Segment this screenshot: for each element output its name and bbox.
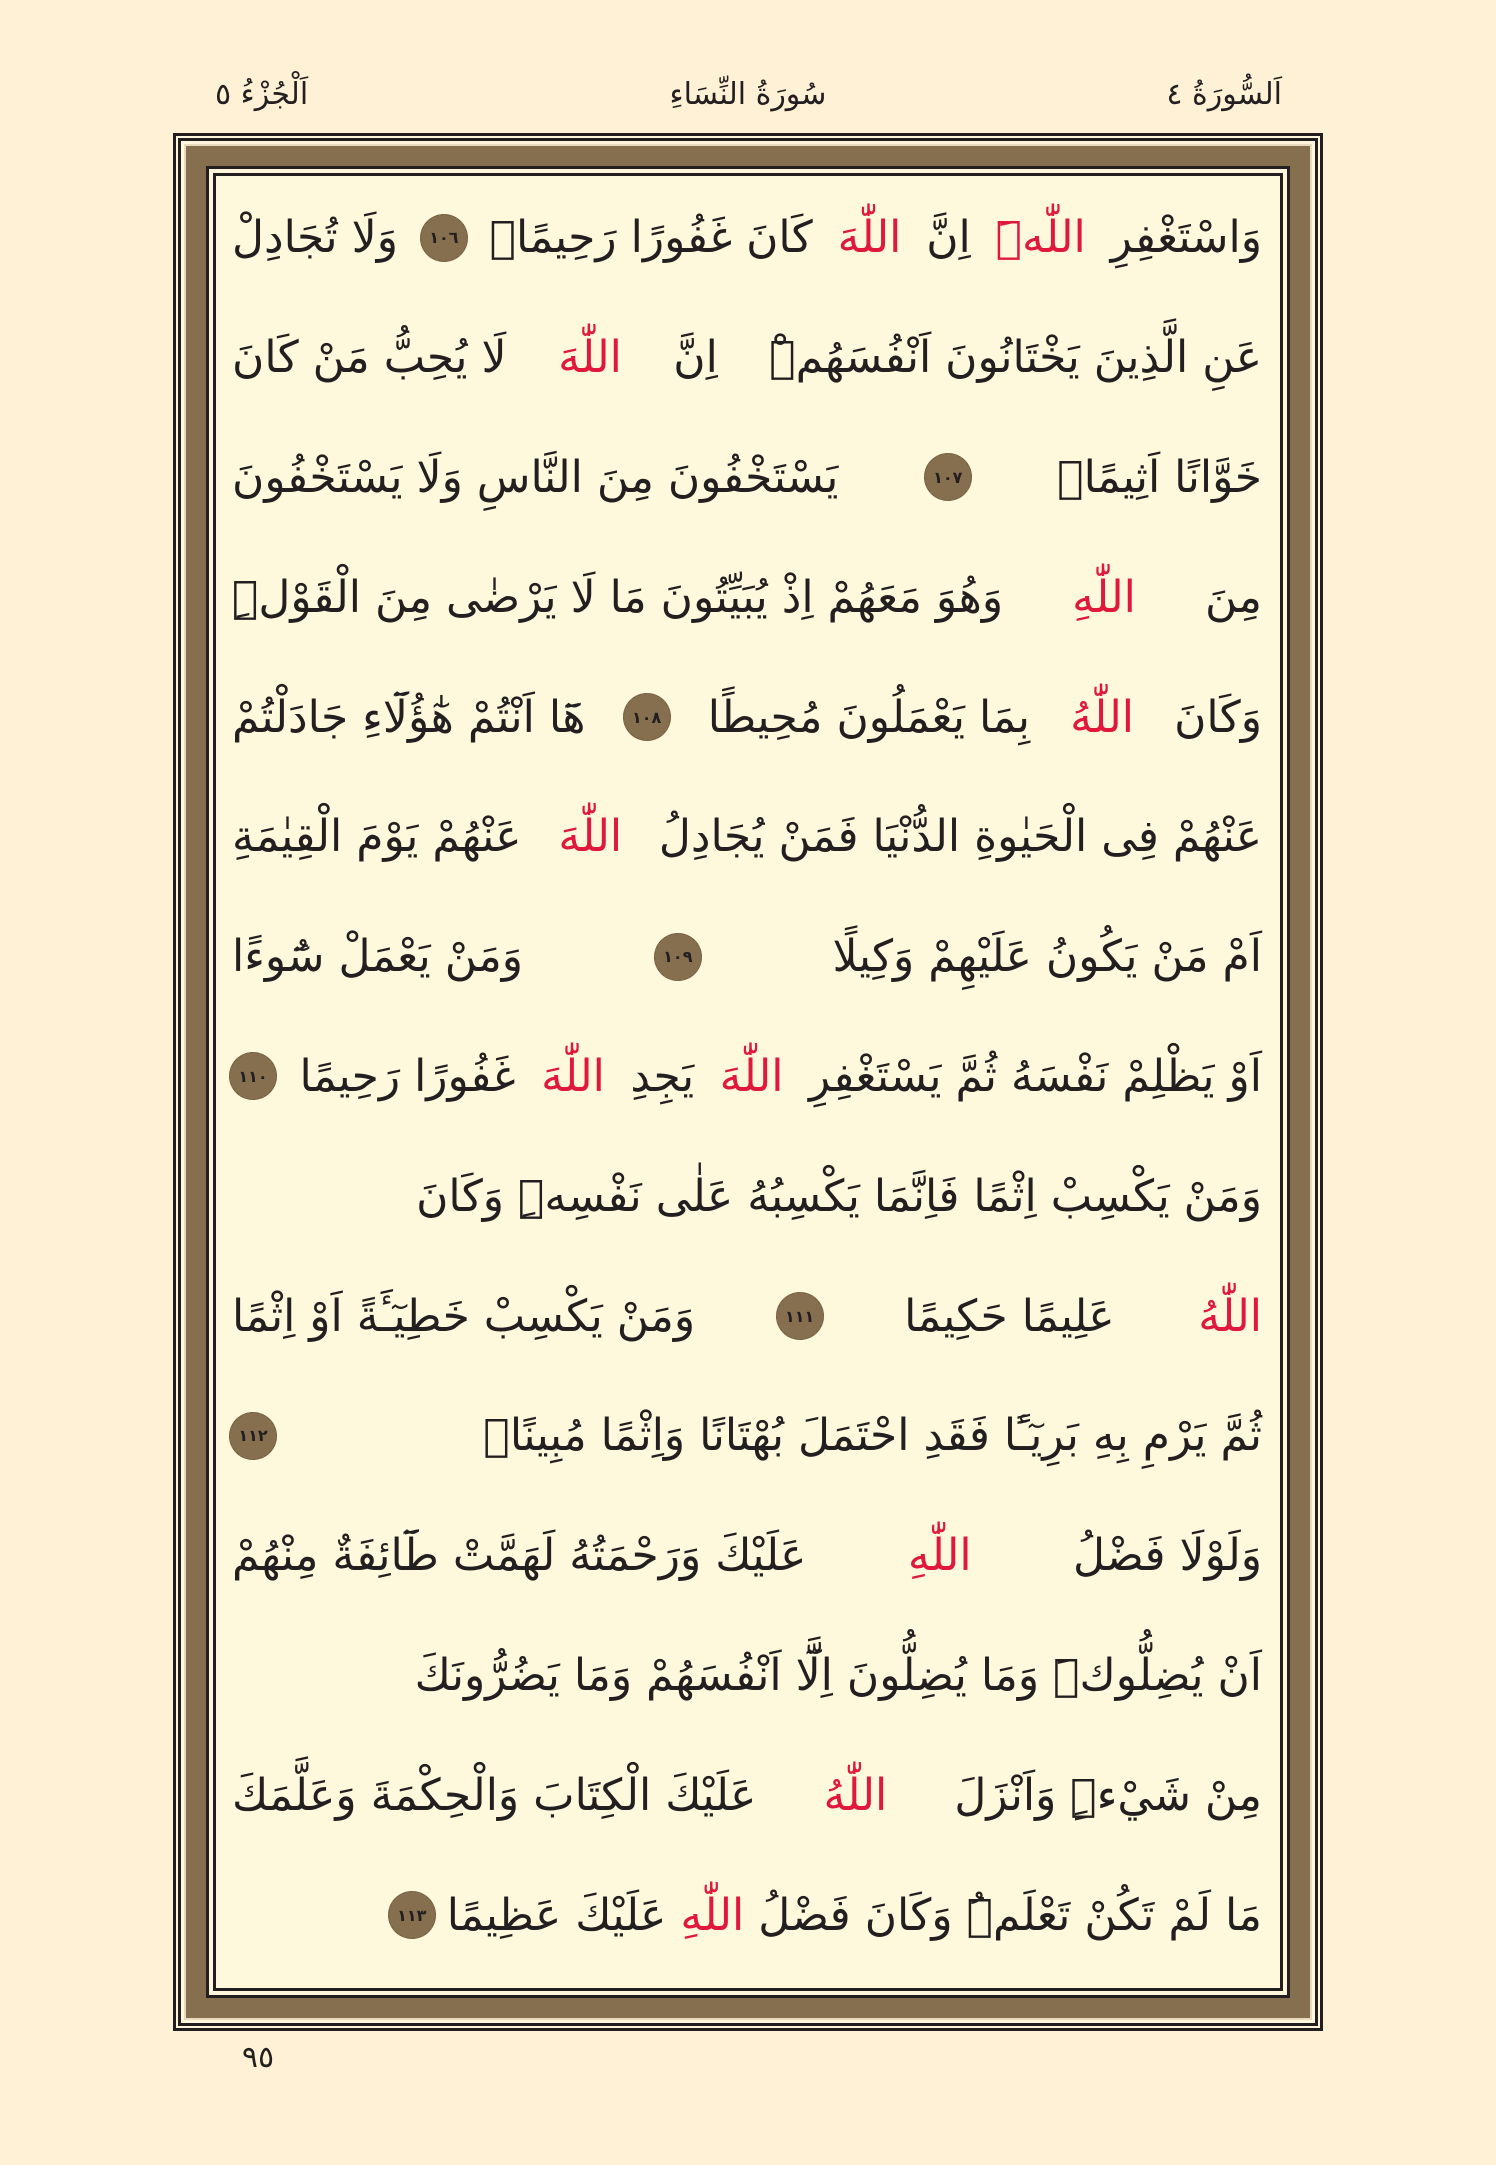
- text-line: [232, 537, 1262, 657]
- text-line: [232, 298, 1262, 418]
- divine-name-word: اللّٰهِ: [907, 1530, 972, 1582]
- verse-text: لَا يُحِبُّ مَنْ كَانَ: [232, 332, 507, 384]
- verse-text: هَٓا اَنْتُمْ هٰٓؤُلَٓاءِ جَادَلْتُمْ: [232, 691, 586, 743]
- surah-number-label: اَلسُّورَةُ ٤: [1166, 77, 1282, 112]
- text-line: [232, 1256, 1262, 1376]
- divine-name-word: اللّٰهَ: [558, 811, 623, 863]
- text-line: [232, 657, 1262, 777]
- verse-text: عَلِيمًا حَكِيمًا: [904, 1290, 1115, 1342]
- text-line: [232, 418, 1262, 538]
- verse-text: يَجِدِ: [630, 1050, 695, 1102]
- text-line: [232, 1735, 1262, 1855]
- verse-text: بِمَا يَعْمَلُونَ مُحِيطًا: [707, 691, 1031, 743]
- verse-text: وَلَوْلَا فَضْلُ: [1073, 1530, 1262, 1582]
- ayah-number-marker-icon: ١١٣: [391, 1894, 433, 1936]
- verse-text: ثُمَّ يَرْمِ بِهِ بَرِيٓـًٔا فَقَدِ احْتَمَلَ بُهْتَانًا وَاِثْمًا مُبِينًاۧ: [483, 1410, 1262, 1462]
- text-line: [232, 178, 1262, 298]
- juz-label: اَلْجُزْءُ ٥: [215, 77, 309, 112]
- verse-text: اَنْ يُضِلُّوكَۜ وَمَا يُضِلُّونَ اِلَّٓا اَنْفُسَهُمْ وَمَا يَضُرُّونَكَ: [414, 1649, 1262, 1701]
- verse-text: مَا لَمْ تَكُنْ تَعْلَمُۜ وَكَانَ فَضْلُ: [758, 1889, 1262, 1941]
- text-line: [232, 1496, 1262, 1616]
- verse-text: وَهُوَ مَعَهُمْ اِذْ يُبَيِّتُونَ مَا لَا يَرْضٰى مِنَ الْقَوْلِۜ: [232, 571, 1004, 623]
- divine-name-word: اللّٰهِ: [680, 1889, 745, 1941]
- surah-name-title: سُورَةُ النِّسَاءِ: [669, 77, 827, 112]
- verse-text: وَمَنْ يَعْمَلْ سُٓوءًا: [232, 931, 524, 983]
- verse-text: وَمَنْ يَكْسِبْ اِثْمًا فَاِنَّمَا يَكْسِبُهُ عَلٰى نَفْسِهِۜ وَكَانَ: [416, 1170, 1262, 1222]
- verse-text: مِنْ شَيْءٍۜ وَاَنْزَلَ: [954, 1769, 1262, 1821]
- verse-text: غَفُورًا رَحِيمًا: [299, 1050, 516, 1102]
- text-line: [232, 1616, 1262, 1736]
- verse-text: عَنْهُمْ يَوْمَ الْقِيٰمَةِ: [232, 811, 522, 863]
- text-line: [232, 1017, 1262, 1137]
- text-line: [232, 777, 1262, 897]
- text-line: [232, 1376, 1262, 1496]
- verse-text: اَمْ مَنْ يَكُونُ عَلَيْهِمْ وَكِيلًا: [832, 931, 1262, 983]
- ayah-number-marker-icon: ١١٠: [232, 1055, 274, 1097]
- verse-text: عَلَيْكَ الْكِتَابَ وَالْحِكْمَةَ وَعَلَّمَكَ: [232, 1769, 757, 1821]
- verse-text: كَانَ غَفُورًا رَحِيمًاۚ: [489, 212, 813, 264]
- divine-name-word: اللّٰهَ: [541, 1050, 605, 1102]
- verse-text: اَوْ يَظْلِمْ نَفْسَهُ ثُمَّ يَسْتَغْفِرِ: [808, 1050, 1262, 1102]
- quran-text-block: [232, 178, 1262, 1975]
- divine-name-word: اللّٰهُ: [823, 1769, 888, 1821]
- divine-name-word: اللّٰهَ: [719, 1050, 784, 1102]
- verse-text: اِنَّ: [673, 332, 718, 384]
- text-line: [232, 1855, 1262, 1975]
- ayah-number-marker-icon: ١٠٧: [927, 456, 969, 498]
- divine-name-word: اللّٰهَۜ: [995, 212, 1086, 264]
- verse-text: خَوَّانًا اَثِيمًاۚ: [1057, 451, 1262, 503]
- verse-text: مِنَ: [1204, 571, 1262, 623]
- ayah-number-marker-icon: ١٠٩: [657, 936, 699, 978]
- divine-name-word: اللّٰهَ: [558, 332, 622, 384]
- verse-text: وَمَنْ يَكْسِبْ خَطِيٓـَٔةً اَوْ اِثْمًا: [232, 1290, 696, 1342]
- verse-text: يَسْتَخْفُونَ مِنَ النَّاسِ وَلَا يَسْتَخْفُونَ: [232, 451, 839, 503]
- divine-name-word: اللّٰهَ: [837, 212, 902, 264]
- verse-text: عَلَيْكَ وَرَحْمَتُهُ لَهَمَّتْ طَٓائِفَةٌ مِنْهُمْ: [232, 1530, 807, 1582]
- verse-text: عَنْهُمْ فِى الْحَيٰوةِ الدُّنْيَا فَمَنْ يُجَادِلُ: [658, 811, 1262, 863]
- verse-text: وَلَا تُجَادِلْ: [232, 212, 398, 264]
- divine-name-word: اللّٰهُ: [1070, 691, 1134, 743]
- verse-text: وَكَانَ: [1174, 691, 1262, 743]
- page-number: ٩٥: [241, 2040, 275, 2075]
- divine-name-word: اللّٰهِ: [1072, 571, 1136, 623]
- verse-text: عَنِ الَّذِينَ يَخْتَانُونَ اَنْفُسَهُمْۜ: [769, 332, 1262, 384]
- ayah-number-marker-icon: ١٠٨: [626, 696, 668, 738]
- verse-text: عَلَيْكَ عَظِيمًا: [446, 1889, 667, 1941]
- ayah-number-marker-icon: ١١١: [779, 1295, 821, 1337]
- ayah-number-marker-icon: ١١٢: [232, 1415, 274, 1457]
- divine-name-word: اللّٰهُ: [1198, 1290, 1262, 1342]
- ayah-number-marker-icon: ١٠٦: [423, 217, 465, 259]
- text-line: [232, 897, 1262, 1017]
- verse-text: وَاسْتَغْفِرِ: [1110, 212, 1262, 264]
- text-line: [232, 1136, 1262, 1256]
- verse-text: اِنَّ: [926, 212, 971, 264]
